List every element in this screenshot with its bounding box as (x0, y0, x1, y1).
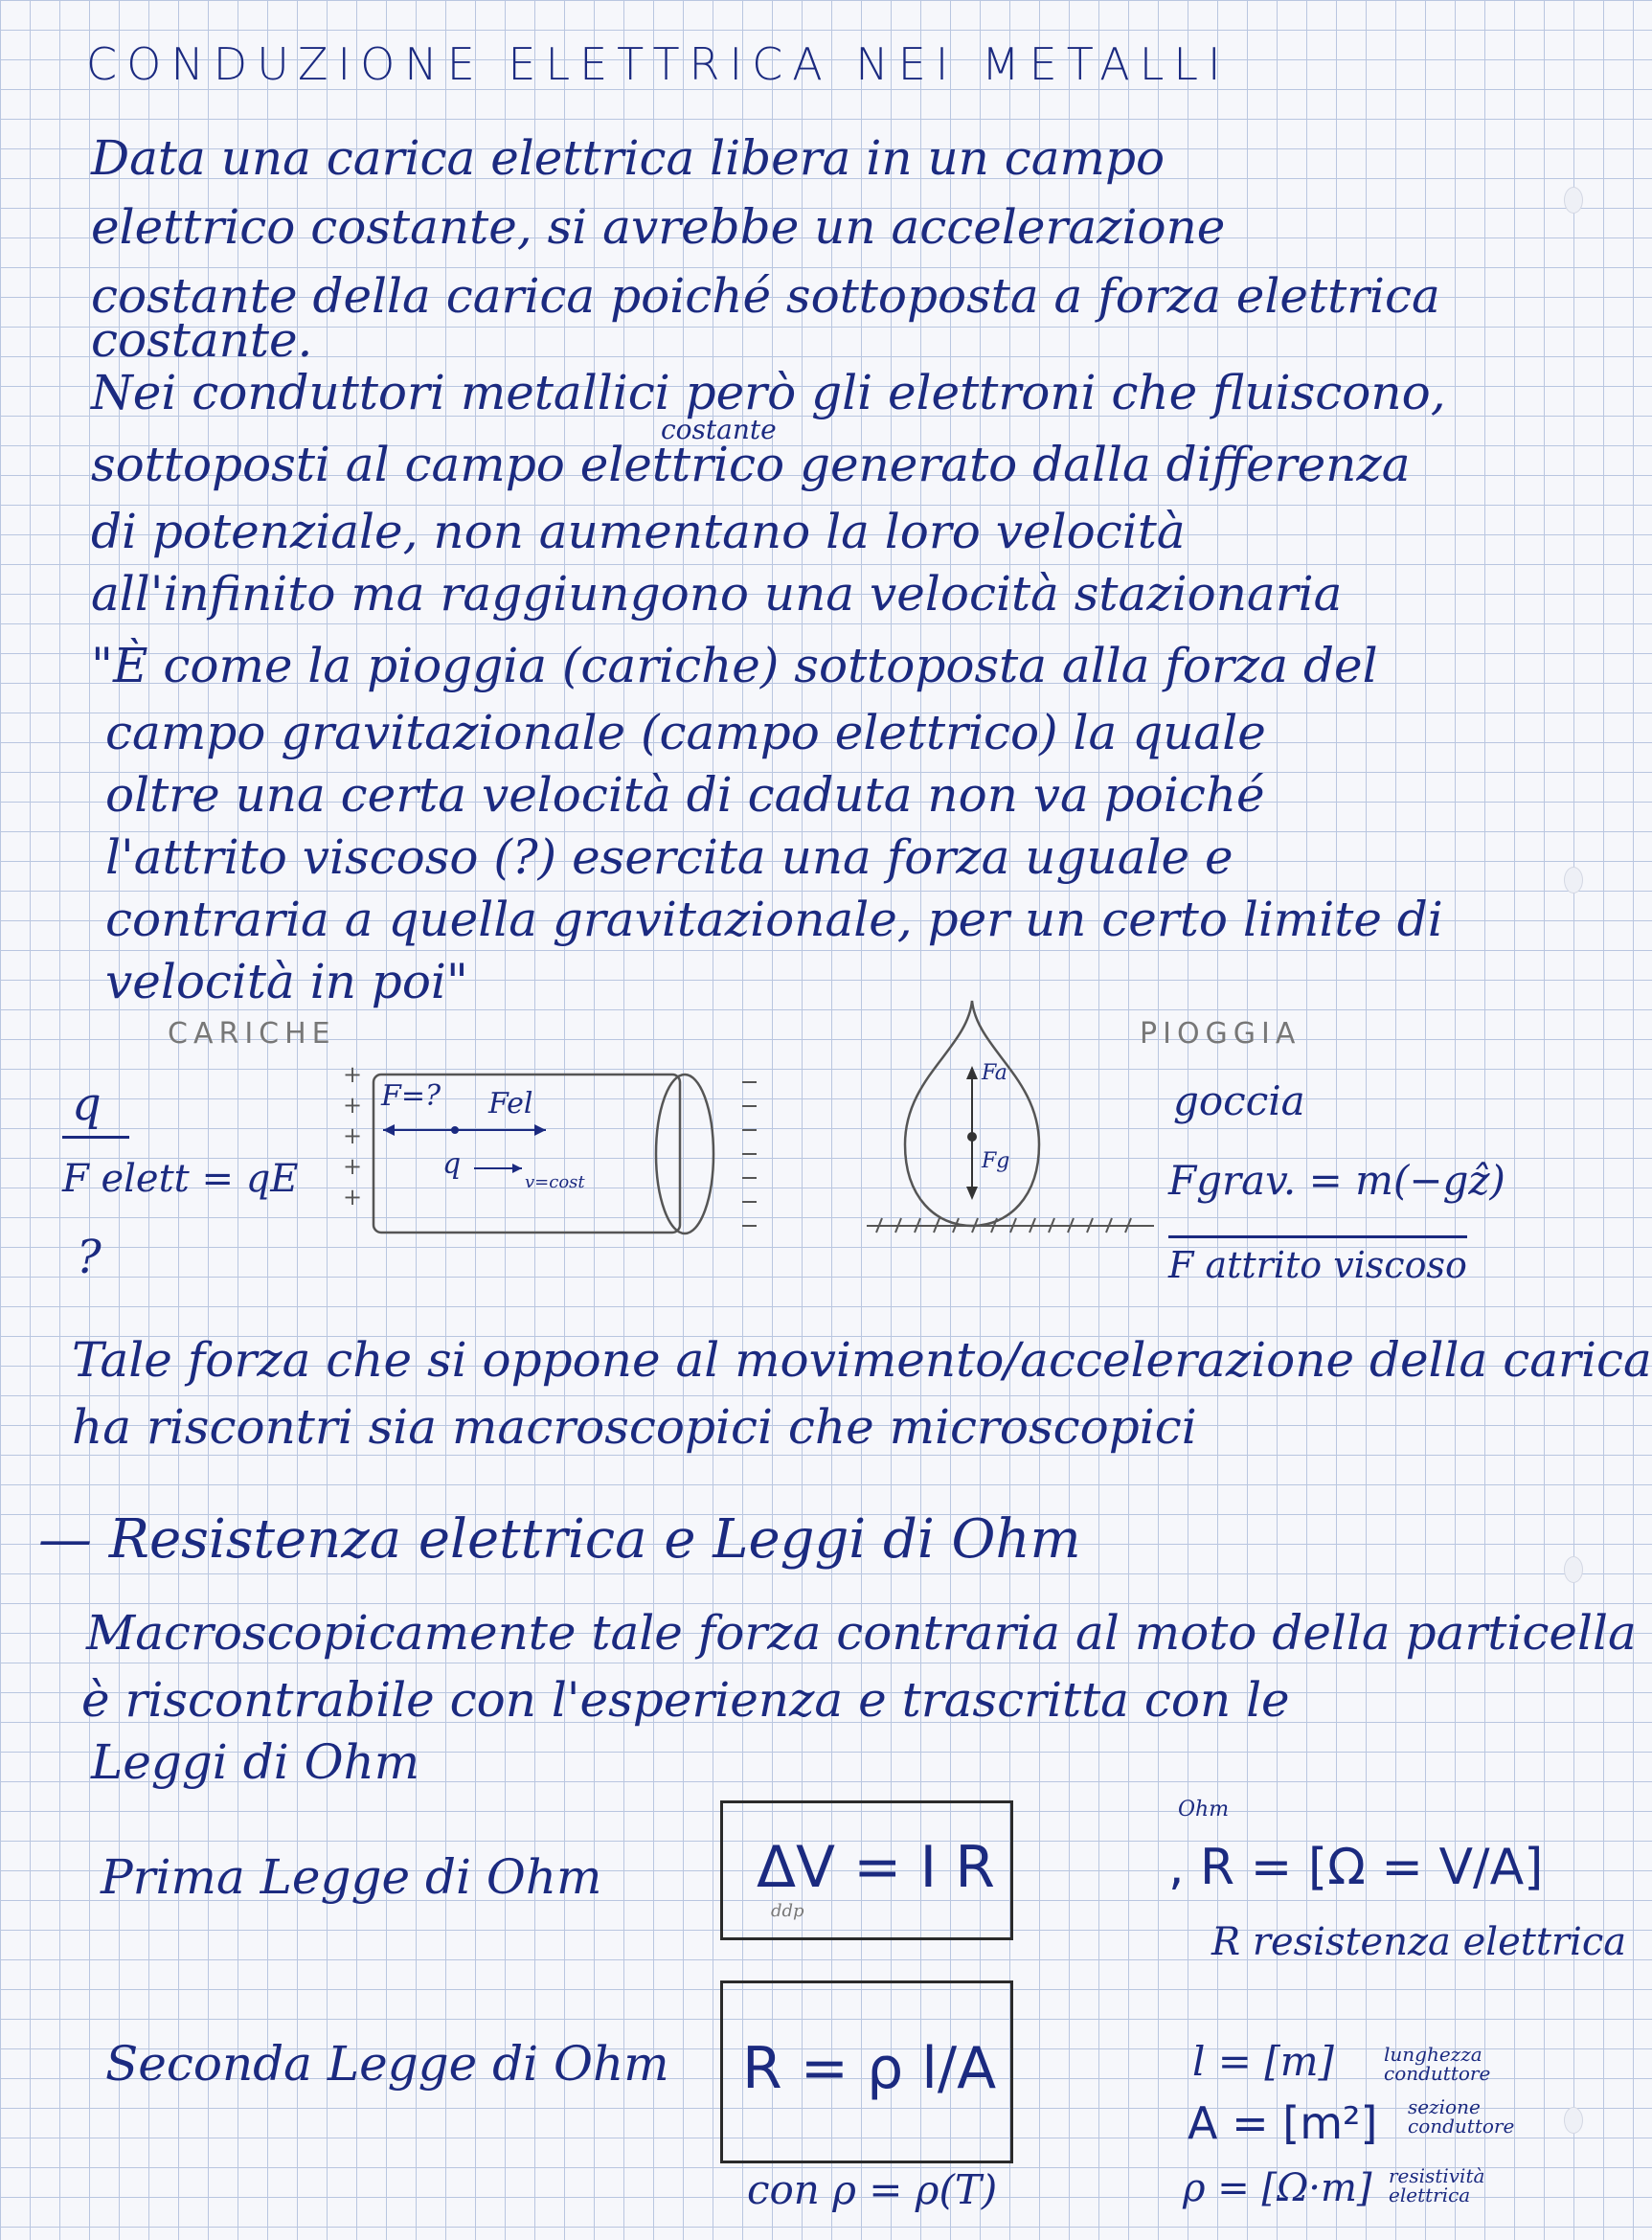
rho-description: resistività elettrica (1389, 2164, 1485, 2206)
quote-line: l'attrito viscoso (?) esercita una forza uguale e (105, 829, 1233, 885)
text-line: Data una carica elettrica libera in un campo (91, 130, 1165, 186)
text-line: è riscontrabile con l'esperienza e trascritta con le (81, 1672, 1290, 1728)
raindrop-diagram (886, 991, 1058, 1240)
charge-q: q (72, 1077, 102, 1131)
page-title: CONDUZIONE ELETTRICA NEI METALLI (86, 38, 1231, 90)
binder-hole (1564, 187, 1583, 214)
a-unit: A = [m²] (1188, 2097, 1378, 2149)
text-line: Leggi di Ohm (91, 1734, 420, 1790)
binder-hole (1564, 2107, 1583, 2134)
text-line: Tale forza che si oppone al movimento/accelerazione della carica (72, 1332, 1652, 1388)
text-line: di potenziale, non aumentano la loro velocità (91, 504, 1186, 559)
viscous-force: F attrito viscoso (1168, 1235, 1467, 1286)
ohm-note: Ohm (1178, 1798, 1230, 1821)
r-unit: , R = [Ω = V/A] (1168, 1839, 1544, 1896)
annotation: costante (661, 414, 777, 445)
second-law-formula: R = ρ l/A (742, 2035, 997, 2102)
ddp-note: ddp (771, 1901, 804, 1921)
quote-line: oltre una certa velocità di caduta non va poiché (105, 767, 1265, 823)
section-heading: — Resistenza elettrica e Leggi di Ohm (38, 1508, 1081, 1571)
first-law-label: Prima Legge di Ohm (101, 1849, 602, 1905)
text-line: sottoposti al campo elettrico generato dalla differenza (91, 437, 1411, 492)
quote-line: contraria a quella gravitazionale, per un certo limite di (105, 892, 1443, 947)
quote-line: velocità in poi" (105, 954, 468, 1009)
drop-fg: Fg (982, 1149, 1010, 1173)
rho-unit: ρ = [Ω·m] (1183, 2166, 1372, 2210)
electric-force: F elett = qE (62, 1157, 299, 1201)
plus-sign: + (343, 1092, 363, 1119)
first-law-formula: ΔV = I R (757, 1834, 995, 1901)
charge-q-inner: q (442, 1147, 462, 1181)
force-el: Fel (488, 1087, 533, 1120)
text-line: costante. (91, 312, 313, 368)
cariche-label: CARICHE (168, 1017, 336, 1051)
goccia-label: goccia (1173, 1077, 1305, 1124)
text-line: Nei conduttori metallici però gli elettroni che fluiscono, (91, 365, 1446, 420)
binder-hole (1564, 1556, 1583, 1583)
fraction-bar (62, 1136, 129, 1139)
ground-hatch (867, 1209, 1154, 1237)
text-line: elettrico costante, si avrebbe un accelerazione (91, 199, 1226, 255)
plus-sign: + (343, 1153, 363, 1180)
pioggia-label: PIOGGIA (1140, 1017, 1301, 1051)
velocity-const: v=cost (525, 1172, 585, 1192)
binder-hole (1564, 867, 1583, 894)
text-line: costante della carica poiché sottoposta a forza elettrica (91, 268, 1440, 324)
plus-sign: + (343, 1122, 363, 1149)
l-unit: l = [m] (1192, 2038, 1334, 2085)
drop-fa: Fa (982, 1061, 1007, 1085)
l-description: lunghezza conduttore (1384, 2043, 1491, 2085)
rho-dependence: con ρ = ρ(T) (747, 2166, 998, 2213)
text-line: ha riscontri sia macroscopici che microscopici (72, 1399, 1197, 1455)
plus-sign: + (343, 1061, 363, 1088)
gravity-force: Fgrav. = m(−gẑ) (1168, 1157, 1505, 1204)
a-description: sezione conduttore (1408, 2095, 1515, 2138)
r-description: R resistenza elettrica (1211, 1920, 1627, 1964)
second-law-label: Seconda Legge di Ohm (105, 2036, 669, 2092)
quote-line: "È come la pioggia (cariche) sottoposta alla forza del (91, 638, 1378, 693)
plus-sign: + (343, 1184, 363, 1211)
text-line: Macroscopicamente tale forza contraria al moto della particella (86, 1605, 1637, 1661)
text-line: all'infinito ma raggiungono una velocità stazionaria (91, 566, 1343, 622)
quote-line: campo gravitazionale (campo elettrico) la quale (105, 705, 1266, 760)
question-mark: ? (77, 1231, 102, 1284)
force-unknown: F=? (381, 1079, 441, 1113)
